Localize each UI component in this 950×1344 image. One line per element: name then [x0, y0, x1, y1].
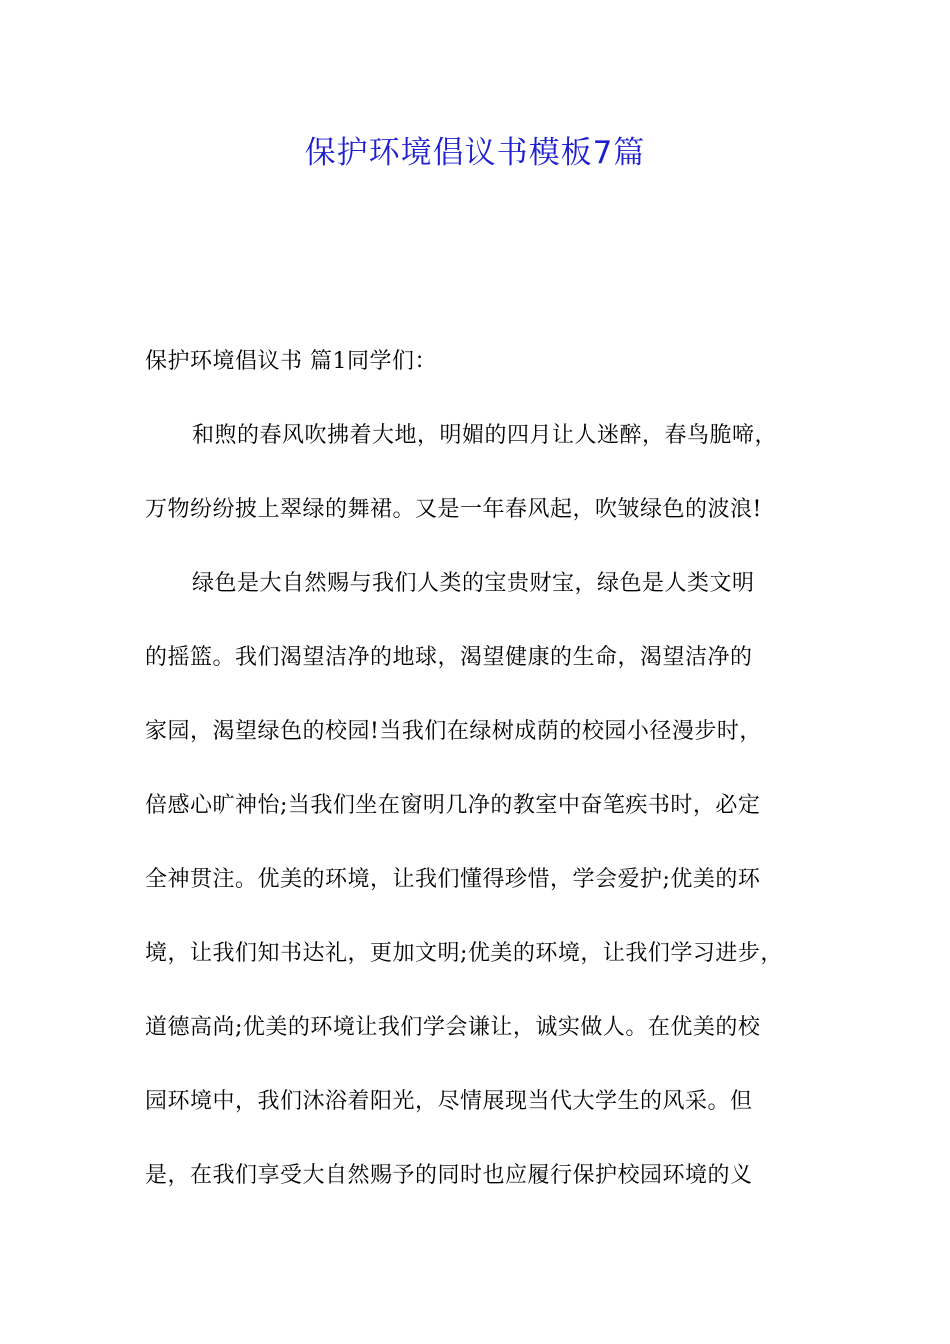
paragraph-line: 和煦的春风吹拂着大地，明媚的四月让人迷醉，春鸟脆啼， — [192, 423, 778, 448]
paragraph-line: 的摇篮。我们渴望洁净的地球，渴望健康的生命，渴望洁净的 — [145, 645, 753, 670]
paragraph-line: 家园，渴望绿色的校园!当我们在绿树成荫的校园小径漫步时， — [145, 719, 762, 744]
paragraph-line: 道德高尚;优美的环境让我们学会谦让，诚实做人。在优美的校 — [145, 1015, 761, 1040]
paragraph-line: 境，让我们知书达礼，更加文明;优美的环境，让我们学习进步， — [145, 941, 783, 966]
paragraph-line: 万物纷纷披上翠绿的舞裙。又是一年春风起，吹皱绿色的波浪! — [145, 497, 762, 522]
paragraph-line: 全神贯注。优美的环境，让我们懂得珍惜，学会爱护;优美的环 — [145, 867, 761, 892]
paragraph-line: 是，在我们享受大自然赐予的同时也应履行保护校园环境的义 — [145, 1163, 753, 1188]
paragraph-line: 绿色是大自然赐与我们人类的宝贵财宝，绿色是人类文明 — [192, 571, 755, 596]
paragraph-line: 园环境中，我们沐浴着阳光，尽情展现当代大学生的风采。但 — [145, 1089, 753, 1114]
section-heading-line: 保护环境倡议书 篇1同学们： — [145, 349, 437, 374]
paragraph-line: 倍感心旷神怡;当我们坐在窗明几净的教室中奋笔疾书时，必定 — [145, 793, 761, 818]
document-title: 保护环境倡议书模板7篇 — [304, 135, 646, 171]
